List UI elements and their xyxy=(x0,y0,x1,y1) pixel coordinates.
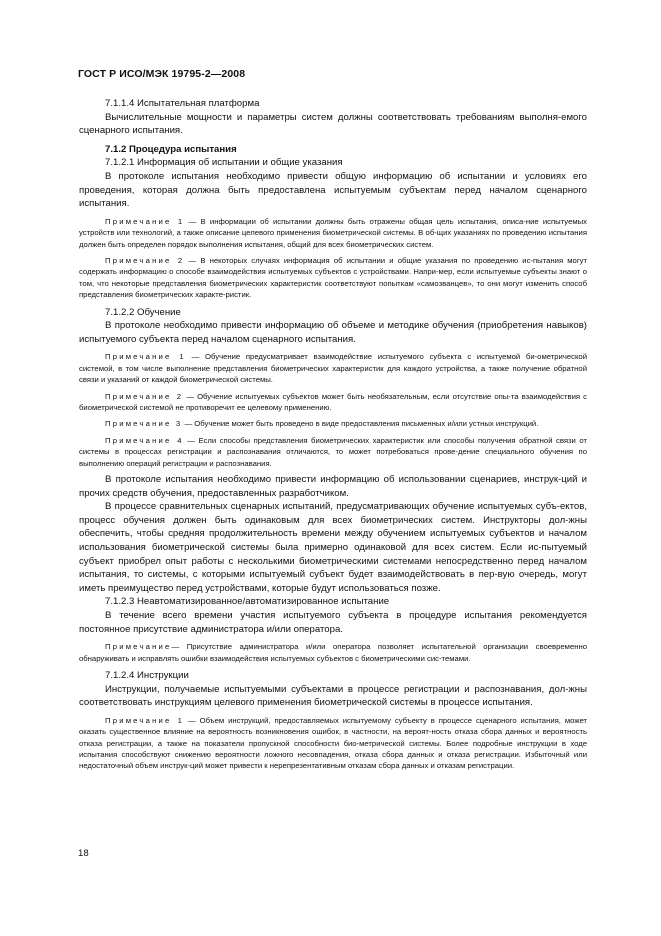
note-text: — Обучение испытуемых субъектов может быть необязательным, если отсутствие опы-та взаимодействия с биометрической системой не противоречит ее целевому применению. xyxy=(79,391,587,412)
page-number: 18 xyxy=(78,848,89,859)
note-text: — В информации об испытании должны быть отражены общая цель испытания, описа-ние испытуемых устройств или технологий, а также описание целевого применения биометрической системы. В об-щих указаниях по проведению испытания должен быть определен порядок выполнения испытания, общий для всех биометрических систем. xyxy=(79,216,587,249)
note-label: Примечание 1 xyxy=(105,352,186,362)
note-7-1-2-3 xyxy=(79,641,587,664)
note-7-1-2-1-2 xyxy=(79,255,587,301)
note-text: — Присутствие администратора и/или оператора позволяет испытательной организации своевременно обнаруживать и исправлять ошибки взаимодействия испытуемых субъектов с биометрическими сис-темами. xyxy=(79,642,587,663)
heading-7-1-2-4: 7.1.2.4 Инструкции xyxy=(105,669,189,681)
note-7-1-2-2-4 xyxy=(79,435,587,469)
heading-7-1-2: 7.1.2 Процедура испытания xyxy=(105,143,237,155)
note-label: Примечание 2 xyxy=(105,391,184,401)
note-text: — Обучение может быть проведено в виде предоставления письменных и/или устных инструкций. xyxy=(182,419,539,429)
paragraph-test-info: В протоколе испытания необходимо привести общую информацию об испытании и условиях его проведения, которая должна быть предоставлена испытуемым субъектам перед началом сценарного испытания. xyxy=(79,170,587,210)
note-7-1-2-2-1 xyxy=(79,351,587,385)
note-text: — Объем инструкций, предоставляемых испытуемому субъекту в процессе сценарного испытания, может оказать существенное влияние на вероятность возникновения ошибок, в частности, на вероят-ность отказа сбора данных и вероятность отказа регистрации, а также на показатели пропускной способности био-метрической системы. Более подробные инструкции в ходе испытания способствуют снижению вероятности ложного несовпадения, отказа сбора данных и отказа регистрации. Избыточный или недостаточный объем инструк-ций может привести к нерепрезентативным отказам сбора данных и отказам регистрации. xyxy=(79,715,587,771)
document-content xyxy=(79,97,587,776)
note-text: — В некоторых случаях информация об испытании и общие указания по проведению ис-пытания могут содержать информацию о способе взаимодействия испытуемых субъектов с устройствами. Напри-мер, если испытуемые субъекты знают о том, что некоторые представления биометрических характеристик соответствуют попыткам «самозванцев», то они могут изменить способ представления биометрических характе-ристик. xyxy=(79,255,587,300)
note-label: Примечание 1 xyxy=(105,715,185,725)
paragraph-comparative: В процессе сравнительных сценарных испытаний, предусматривающих обучение испытуемых субъ-ектов, процесс обучения должен быть одинаковым для всех биометрических систем. Инструкторы дол-жны обеспечить, чтобы средняя продолжительность времени между обучением испытуемых субъектов и началом использования биометрической системы была примерно одинаковой для всех систем. Если ис-пытуемый субъект приобрел опыт работы с несколькими биометрическими системами непосредственно перед началом испытания, то системы, с которыми испытуемый субъект будет взаимодействовать в пер-вую очередь, могут иметь преимущество перед устройствами, которые будут использоваться позже. xyxy=(79,501,587,594)
paragraph-scenarios: В протоколе испытания необходимо привести информацию об использовании сценариев, инструк-ций и прочих средств обучения, предоставленных разработчиком. xyxy=(79,474,587,499)
paragraph-platform: Вычислительные мощности и параметры систем должны соответствовать требованиям выполня-емого сценарного испытания. xyxy=(79,111,587,137)
note-label: Примечание 4 xyxy=(105,435,184,445)
paragraph-training: В протоколе необходимо привести информацию об объеме и методике обучения (приобретения навыков) испытуемого субъекта перед началом сценарного испытания. xyxy=(79,320,587,345)
note-label: Примечание 2 xyxy=(105,255,185,265)
heading-7-1-2-3: 7.1.2.3 Неавтоматизированное/автоматизированное испытание xyxy=(105,596,390,608)
heading-7-1-1-4: 7.1.1.4 Испытательная платформа xyxy=(105,98,260,109)
heading-7-1-2-1: 7.1.2.1 Информация об испытании и общие указания xyxy=(105,157,343,169)
heading-7-1-2-2: 7.1.2.2 Обучение xyxy=(105,306,181,318)
note-label: Примечание 3 xyxy=(105,419,183,429)
note-7-1-2-2-3 xyxy=(79,418,587,429)
paragraph-instructions: Инструкции, получаемые испытуемыми субъектами в процессе регистрации и распознавания, дол-жны соответствовать инструкциям целевого применения биометрической системы в процессе испытания. xyxy=(79,683,587,709)
document-header: ГОСТ Р ИСО/МЭК 19795-2—2008 xyxy=(78,68,246,80)
note-7-1-2-4-1 xyxy=(79,715,587,772)
note-text: — Если способы представления биометрических характеристик или способы получения обратной связи от системы в процессах регистрации и распознавания отличаются, то может потребоваться прове-дение специального обучения по выполнению операций регистрации и распознавания. xyxy=(79,435,587,468)
note-label: Примечание xyxy=(105,642,172,652)
note-7-1-2-2-2 xyxy=(79,391,587,414)
note-text: — Обучение предусматривает взаимодействие испытуемого субъекта с испытуемой би-ометрической системой, в том числе выполнение представления биометрических характеристик для каждого устройства, а также получение обратной связи и указаний от каждой биометрической системы. xyxy=(79,352,587,385)
note-label: Примечание 1 xyxy=(105,216,185,226)
note-7-1-2-1-1 xyxy=(79,216,587,250)
paragraph-administrator: В течение всего времени участия испытуемого субъекта в процедуре испытания рекомендуется постоянное присутствие администратора и/или оператора. xyxy=(79,609,587,635)
